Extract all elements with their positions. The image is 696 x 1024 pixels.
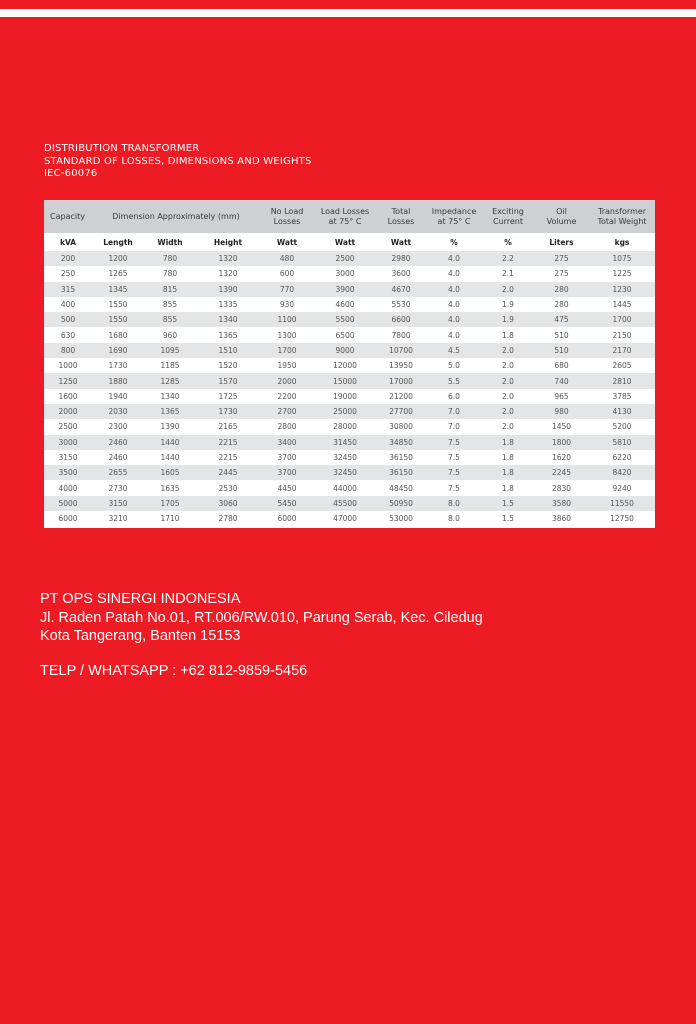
table-cell: 600 [260,266,314,281]
table-cell: 2530 [196,480,260,495]
company-name: PT OPS SINERGI INDONESIA [40,591,241,607]
table-cell: 2655 [92,465,144,480]
unit-cell: Liters [534,233,589,251]
table-cell: 1705 [144,496,196,511]
unit-cell: Width [144,233,196,251]
table-row [44,450,655,465]
table-cell: 21200 [376,389,426,404]
header-impedance-line-1: Impedance [431,206,477,216]
table-cell: 7.5 [426,480,482,495]
table-cell: 8420 [589,465,655,480]
table-cell: 815 [144,282,196,297]
table-row [44,251,655,266]
table-cell: 855 [144,297,196,312]
header-oil-line-1: Oil [556,206,567,216]
table-cell: 1.9 [482,312,534,327]
table-cell: 2.0 [482,419,534,434]
table-cell: 930 [260,297,314,312]
unit-cell: Watt [314,233,376,251]
table-cell: 5810 [589,435,655,450]
table-cell: 17000 [376,373,426,388]
table-cell: 4.0 [426,327,482,342]
header-no-load-line-1: No Load [270,206,304,216]
table-cell: 510 [534,343,589,358]
table-cell: 1250 [44,373,92,388]
table-cell: 12750 [589,511,655,526]
unit-cell: Height [196,233,260,251]
header-total-weight [589,200,655,233]
table-cell: 1880 [92,373,144,388]
table-cell: 4130 [589,404,655,419]
table-cell: 1.8 [482,465,534,480]
table-cell: 1700 [260,343,314,358]
table-cell: 4000 [44,480,92,495]
table-cell: 2460 [92,450,144,465]
table-cell: 5.5 [426,373,482,388]
table-cell: 3700 [260,450,314,465]
table-row [44,358,655,373]
table-cell: 3060 [196,496,260,511]
table-cell: 1725 [196,389,260,404]
table-cell: 960 [144,327,196,342]
unit-cell: Watt [260,233,314,251]
table-cell: 53000 [376,511,426,526]
table-cell: 3580 [534,496,589,511]
table-cell: 32450 [314,450,376,465]
table-row [44,404,655,419]
unit-cell: kVA [44,233,92,251]
table-body [44,251,655,526]
table-cell: 6000 [260,511,314,526]
table-cell: 3900 [314,282,376,297]
table-cell: 7.5 [426,435,482,450]
table-cell: 2215 [196,435,260,450]
table-cell: 7.5 [426,450,482,465]
header-total-line-1: Total [391,206,411,216]
table-cell: 7.5 [426,465,482,480]
unit-cell: % [426,233,482,251]
table-cell: 2460 [92,435,144,450]
table-cell: 2.2 [482,251,534,266]
table-row [44,297,655,312]
table-row [44,435,655,450]
table-cell: 1320 [196,266,260,281]
table-cell: 45500 [314,496,376,511]
title-line-3: IEC-60076 [44,168,98,179]
table-cell: 6500 [314,327,376,342]
table-cell: 1950 [260,358,314,373]
table-cell: 3700 [260,465,314,480]
table-cell: 2500 [314,251,376,266]
header-load-line-1: Load Losses [320,206,370,216]
table-cell: 1185 [144,358,196,373]
table-cell: 475 [534,312,589,327]
table-units-row [44,233,655,251]
table-cell: 15000 [314,373,376,388]
table-cell: 8.0 [426,496,482,511]
table-cell: 32450 [314,465,376,480]
table-cell: 2150 [589,327,655,342]
table-cell: 1.8 [482,450,534,465]
table-cell: 9000 [314,343,376,358]
table-cell: 31450 [314,435,376,450]
table-cell: 9240 [589,480,655,495]
table-cell: 5000 [44,496,92,511]
table-cell: 1265 [92,266,144,281]
table-cell: 1570 [196,373,260,388]
table-cell: 1800 [534,435,589,450]
table-cell: 1340 [196,312,260,327]
table-cell: 1700 [589,312,655,327]
table-cell: 2200 [260,389,314,404]
title-line-2: STANDARD OF LOSSES, DIMENSIONS AND WEIGHTS [44,155,312,167]
table-cell: 1100 [260,312,314,327]
table-cell: 1730 [92,358,144,373]
header-total-line-2: Losses [387,216,415,226]
table-cell: 2165 [196,419,260,434]
table-cell: 1620 [534,450,589,465]
table-cell: 6600 [376,312,426,327]
table-cell: 4.5 [426,343,482,358]
table-cell: 275 [534,266,589,281]
table-row [44,480,655,495]
table-cell: 630 [44,327,92,342]
table-cell: 2.0 [482,358,534,373]
table-cell: 1520 [196,358,260,373]
unit-cell: Length [92,233,144,251]
top-red-band [0,0,696,9]
unit-cell: % [482,233,534,251]
table-cell: 1285 [144,373,196,388]
table-cell: 800 [44,343,92,358]
table-cell: 2780 [196,511,260,526]
table-cell: 1300 [260,327,314,342]
table-cell: 1550 [92,297,144,312]
table-cell: 1440 [144,435,196,450]
table-cell: 1200 [92,251,144,266]
table-cell: 36150 [376,450,426,465]
table-cell: 36150 [376,465,426,480]
table-cell: 2.0 [482,343,534,358]
table-cell: 4.0 [426,282,482,297]
table-cell: 680 [534,358,589,373]
table-cell: 965 [534,389,589,404]
unit-cell: kgs [589,233,655,251]
table-cell: 7.0 [426,419,482,434]
table-cell: 2700 [260,404,314,419]
table-cell: 12000 [314,358,376,373]
table-cell: 780 [144,251,196,266]
table-cell: 4.0 [426,297,482,312]
table-cell: 2810 [589,373,655,388]
table-cell: 7.0 [426,404,482,419]
table-cell: 1680 [92,327,144,342]
table-cell: 980 [534,404,589,419]
table-cell: 400 [44,297,92,312]
table-cell: 315 [44,282,92,297]
table-row [44,419,655,434]
table-cell: 5.0 [426,358,482,373]
table-cell: 2.0 [482,373,534,388]
table-cell: 25000 [314,404,376,419]
header-dimension: Dimension Approximately (mm) [92,200,260,233]
company-phone: TELP / WHATSAPP : +62 812-9859-5456 [40,663,308,679]
table-cell: 3400 [260,435,314,450]
table-cell: 4.0 [426,251,482,266]
table-cell: 740 [534,373,589,388]
table-cell: 5500 [314,312,376,327]
company-address-line-1: Jl. Raden Patah No.01, RT.006/RW.010, Parung Serab, Kec. Ciledug [40,609,483,626]
header-impedance [426,200,482,233]
table-row [44,373,655,388]
table-cell: 2500 [44,419,92,434]
table-cell: 280 [534,297,589,312]
table-cell: 3000 [44,435,92,450]
table-cell: 1225 [589,266,655,281]
table-cell: 1335 [196,297,260,312]
table-cell: 34850 [376,435,426,450]
table-cell: 7800 [376,327,426,342]
table-cell: 1075 [589,251,655,266]
table-cell: 1510 [196,343,260,358]
table-cell: 1730 [196,404,260,419]
table-row [44,266,655,281]
table-cell: 3860 [534,511,589,526]
spec-table-container [44,200,655,528]
table-cell: 3000 [314,266,376,281]
table-cell: 250 [44,266,92,281]
table-cell: 1340 [144,389,196,404]
table-cell: 4.0 [426,312,482,327]
table-cell: 6220 [589,450,655,465]
company-info [40,590,483,646]
table-cell: 2000 [260,373,314,388]
header-no-load-line-2: Losses [273,216,301,226]
table-cell: 2.0 [482,389,534,404]
table-cell: 47000 [314,511,376,526]
table-cell: 1095 [144,343,196,358]
table-cell: 1940 [92,389,144,404]
table-row [44,511,655,526]
header-weight-line-1: Transformer [597,206,646,216]
table-cell: 510 [534,327,589,342]
table-header-row [44,200,655,233]
table-cell: 780 [144,266,196,281]
table-cell: 1230 [589,282,655,297]
table-cell: 19000 [314,389,376,404]
table-cell: 8.0 [426,511,482,526]
table-cell: 2245 [534,465,589,480]
table-cell: 1.5 [482,496,534,511]
table-cell: 3785 [589,389,655,404]
table-cell: 2830 [534,480,589,495]
table-row [44,389,655,404]
table-row [44,496,655,511]
header-weight-line-2: Total Weight [597,216,647,226]
table-cell: 1.8 [482,327,534,342]
table-cell: 1.8 [482,480,534,495]
table-cell: 1605 [144,465,196,480]
table-cell: 1440 [144,450,196,465]
table-cell: 280 [534,282,589,297]
title-line-1: DISTRIBUTION TRANSFORMER [44,143,200,154]
table-cell: 1.5 [482,511,534,526]
table-cell: 2215 [196,450,260,465]
table-cell: 2.0 [482,404,534,419]
header-impedance-line-2: at 75° C [437,216,471,226]
header-oil-volume [534,200,589,233]
table-cell: 1365 [196,327,260,342]
header-exciting-line-2: Current [492,216,524,226]
table-row [44,282,655,297]
table-row [44,327,655,342]
table-cell: 48450 [376,480,426,495]
table-cell: 1635 [144,480,196,495]
table-cell: 1320 [196,251,260,266]
table-cell: 200 [44,251,92,266]
table-cell: 50950 [376,496,426,511]
table-cell: 2.0 [482,282,534,297]
table-cell: 5530 [376,297,426,312]
header-oil-line-2: Volume [546,216,577,226]
header-exciting-current [482,200,534,233]
table-cell: 2730 [92,480,144,495]
table-cell: 500 [44,312,92,327]
table-cell: 1600 [44,389,92,404]
table-cell: 1550 [92,312,144,327]
table-cell: 11550 [589,496,655,511]
header-load-line-2: at 75° C [328,216,362,226]
table-cell: 10700 [376,343,426,358]
table-cell: 5450 [260,496,314,511]
table-cell: 1390 [144,419,196,434]
table-cell: 1445 [589,297,655,312]
table-cell: 13950 [376,358,426,373]
table-cell: 2800 [260,419,314,434]
table-row [44,312,655,327]
table-cell: 1345 [92,282,144,297]
table-cell: 6000 [44,511,92,526]
table-cell: 5200 [589,419,655,434]
table-cell: 1000 [44,358,92,373]
table-cell: 1365 [144,404,196,419]
table-cell: 1710 [144,511,196,526]
header-exciting-line-1: Exciting [492,206,524,216]
table-cell: 27700 [376,404,426,419]
table-cell: 3500 [44,465,92,480]
table-cell: 3210 [92,511,144,526]
table-cell: 2170 [589,343,655,358]
document-title [44,143,312,181]
table-cell: 44000 [314,480,376,495]
table-cell: 1.8 [482,435,534,450]
table-cell: 4670 [376,282,426,297]
header-no-load-losses [260,200,314,233]
table-cell: 4450 [260,480,314,495]
table-cell: 2030 [92,404,144,419]
table-cell: 30800 [376,419,426,434]
header-capacity: Capacity [44,200,92,233]
table-row [44,465,655,480]
table-cell: 3150 [92,496,144,511]
table-cell: 2445 [196,465,260,480]
table-cell: 480 [260,251,314,266]
table-cell: 2000 [44,404,92,419]
table-cell: 275 [534,251,589,266]
table-cell: 1450 [534,419,589,434]
table-cell: 770 [260,282,314,297]
unit-cell: Watt [376,233,426,251]
transformer-spec-table [44,200,655,526]
company-address-line-2: Kota Tangerang, Banten 15153 [40,628,241,644]
table-cell: 1390 [196,282,260,297]
table-row [44,343,655,358]
table-cell: 4.0 [426,266,482,281]
table-cell: 3150 [44,450,92,465]
table-cell: 1.9 [482,297,534,312]
table-cell: 28000 [314,419,376,434]
table-cell: 2605 [589,358,655,373]
table-cell: 855 [144,312,196,327]
table-cell: 2.1 [482,266,534,281]
table-cell: 4600 [314,297,376,312]
table-cell: 6.0 [426,389,482,404]
table-cell: 1690 [92,343,144,358]
table-cell: 3600 [376,266,426,281]
table-cell: 2300 [92,419,144,434]
table-cell: 2980 [376,251,426,266]
header-load-losses [314,200,376,233]
header-total-losses [376,200,426,233]
